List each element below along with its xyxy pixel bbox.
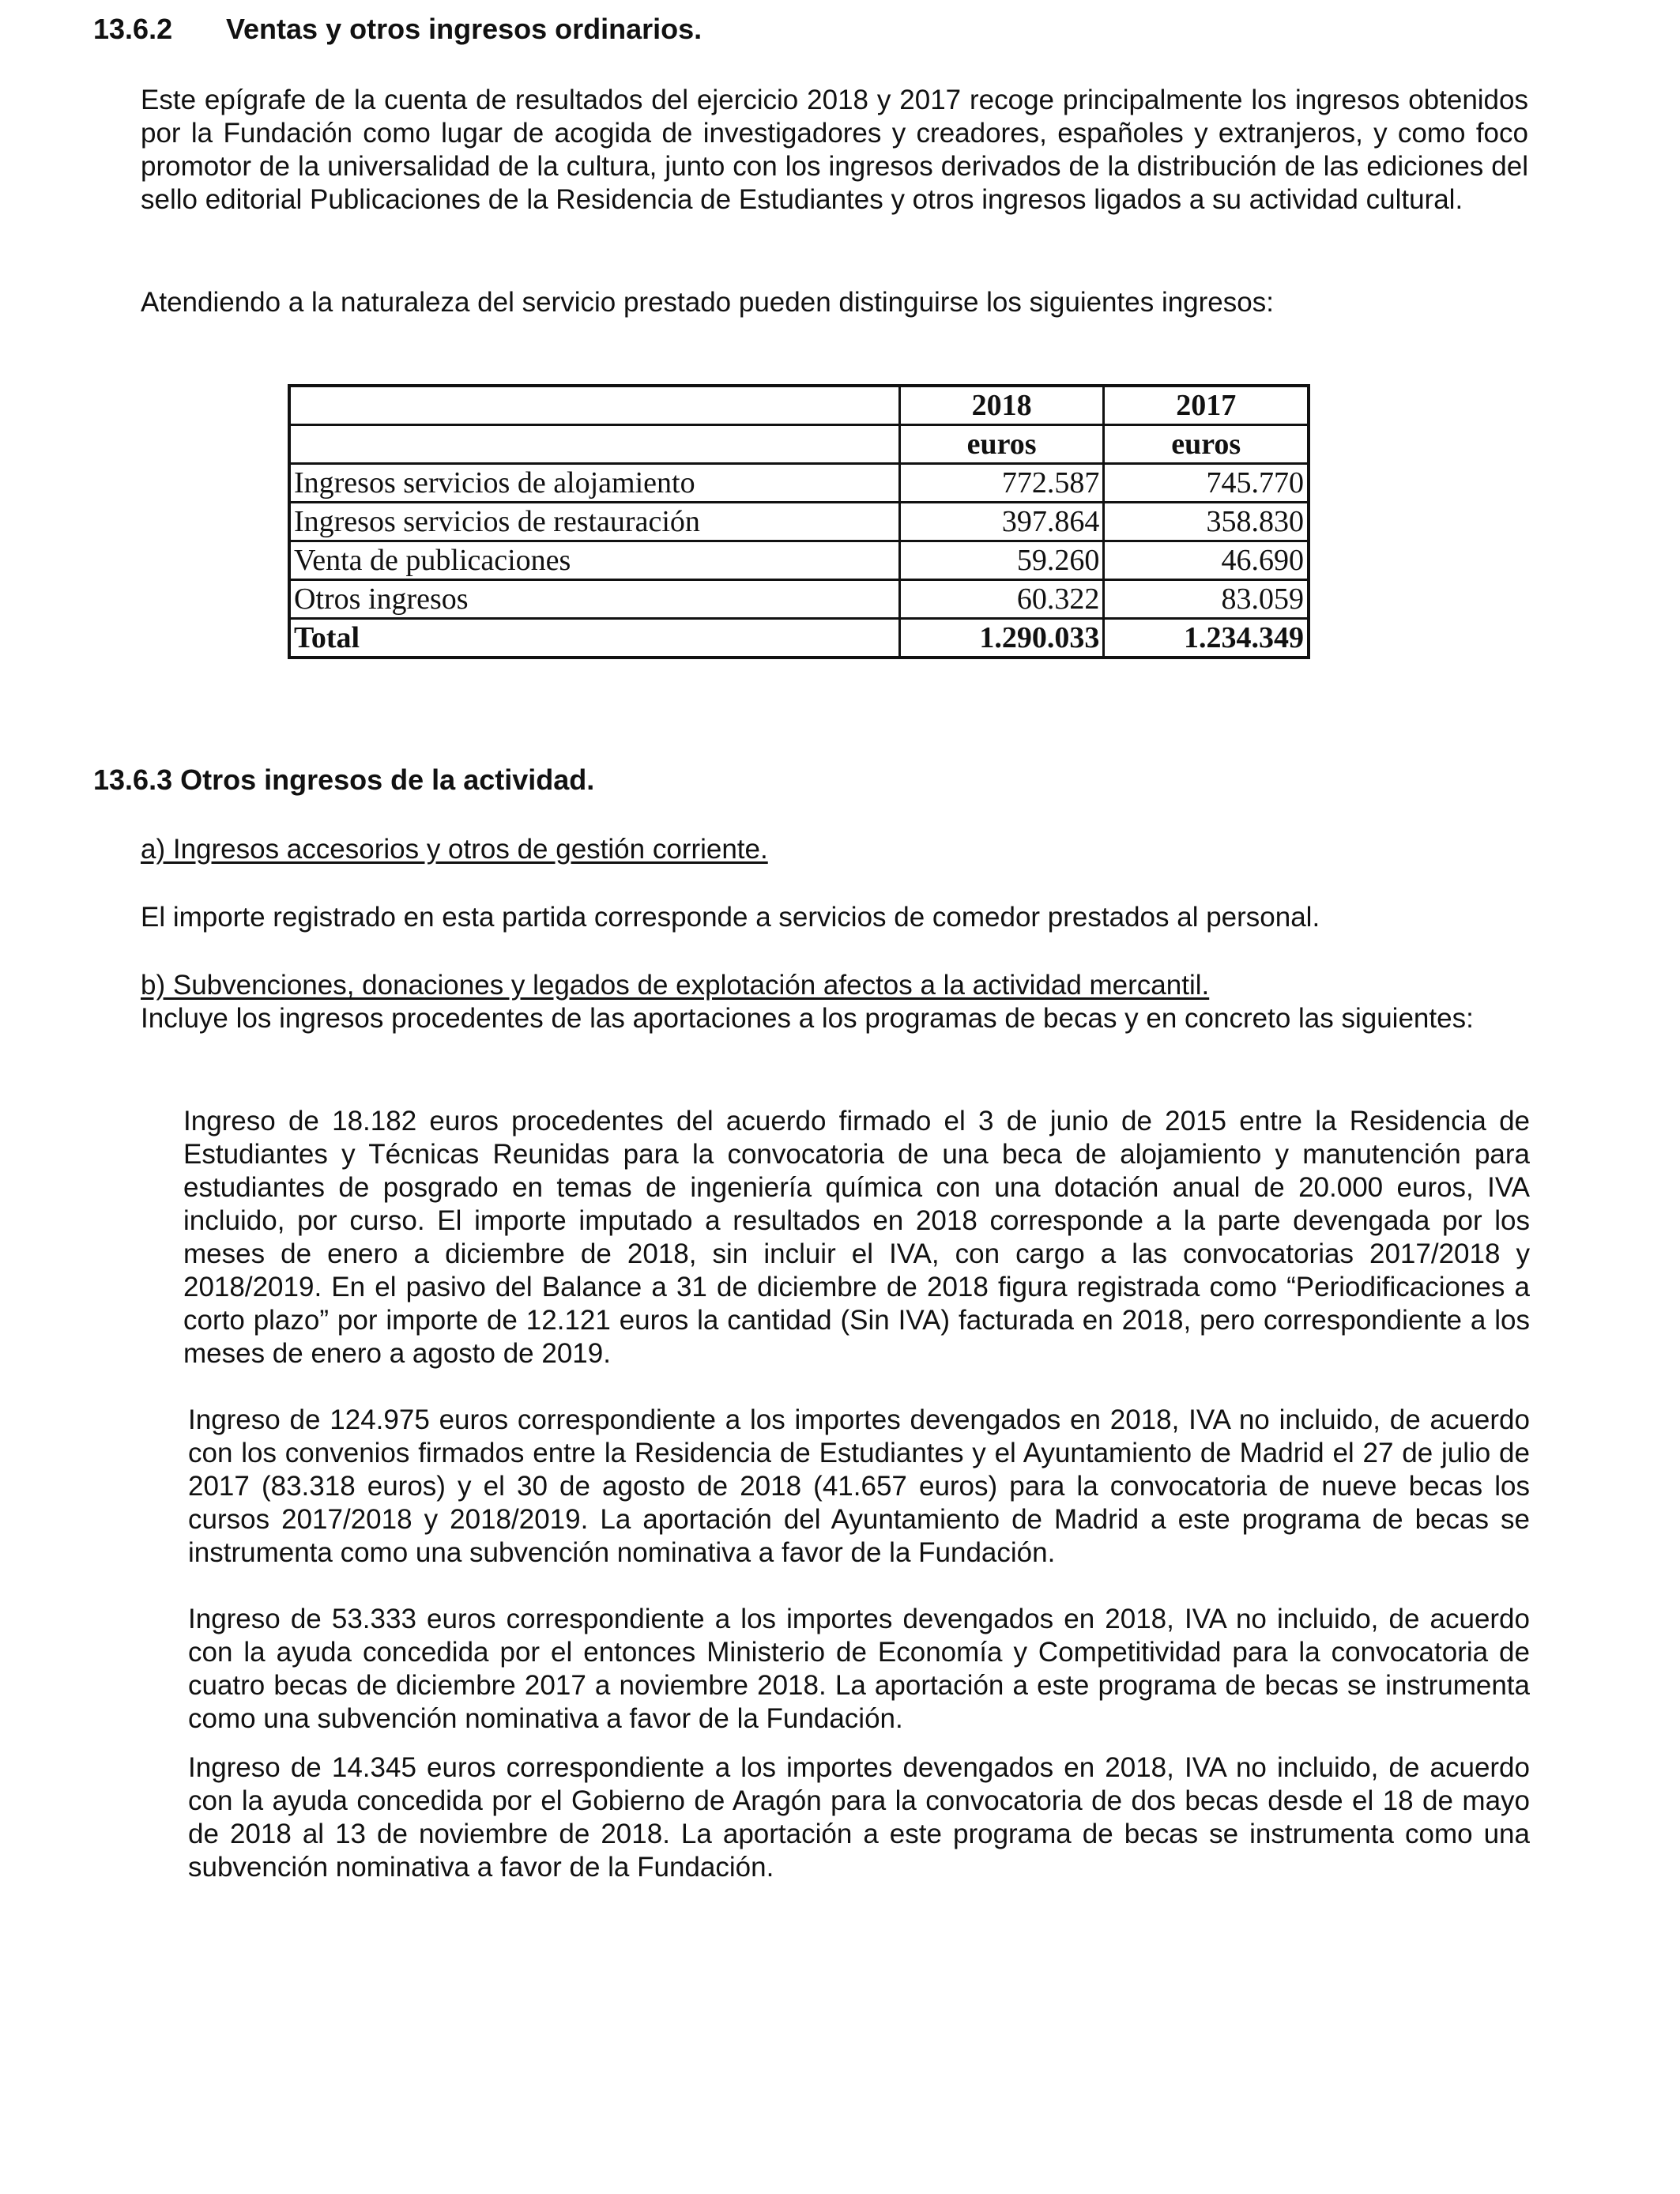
row-value-2018: 772.587 [899,464,1104,503]
header-unit-2017: euros [1104,425,1309,464]
header-empty-cell [289,425,899,464]
header-unit-2018: euros [899,425,1104,464]
row-value-2017: 358.830 [1104,503,1309,541]
grant-item-4: Ingreso de 14.345 euros correspondiente a los importes devengados en 2018, IVA no incluido, de acuerdo con la ayuda concedida por el Gobierno de Aragón para la convocatoria de dos becas desde el 18 de mayo de 2018 al 13 de noviembre de 2018. La aportación a este programa de becas se instrumenta como una subvención nominativa a favor de la Fundación. [188,1752,1530,1883]
subsection-b-text: Incluye los ingresos procedentes de las aportaciones a los programas de becas y en concreto las siguientes: [141,1003,1474,1034]
income-table [288,384,1310,659]
header-empty-cell [289,386,899,425]
total-value-2017: 1.234.349 [1104,619,1309,658]
table-row [289,464,1309,503]
row-value-2018: 60.322 [899,580,1104,619]
section-heading-13-6-2 [93,13,1595,46]
row-label: Ingresos servicios de restauración [289,503,899,541]
subsection-a-title: a) Ingresos accesorios y otros de gestión corriente. [141,834,768,865]
table-row [289,503,1309,541]
section-number: 13.6.2 [93,13,173,45]
intro-paragraph: Este epígrafe de la cuenta de resultados del ejercicio 2018 y 2017 recoge principalmente los ingresos obtenidos por la Fundación como lugar de acogida de investigadores y creadores, españoles y extranjeros, y como foco promotor de la universalidad de la cultura, junto con los ingresos derivados de la distribución de las ediciones del sello editorial Publicaciones de la Residencia de Estudiantes y otros ingresos ligados a su actividad cultural. [141,85,1528,215]
row-value-2017: 83.059 [1104,580,1309,619]
section-heading-13-6-3: 13.6.3 Otros ingresos de la actividad. [93,763,595,796]
header-year-2017: 2017 [1104,386,1309,425]
grant-item-3: Ingreso de 53.333 euros correspondiente a los importes devengados en 2018, IVA no incluido, de acuerdo con la ayuda concedida por el entonces Ministerio de Economía y Competitividad para la convocatoria de cuatro becas de diciembre 2017 a noviembre 2018. La aportación a este programa de becas se instrumenta como una subvención nominativa a favor de la Fundación. [188,1604,1530,1734]
table-total-row [289,619,1309,658]
total-label: Total [289,619,899,658]
subsection-a-text: El importe registrado en esta partida corresponde a servicios de comedor prestados al personal. [141,902,1320,933]
table-row [289,580,1309,619]
row-value-2018: 59.260 [899,541,1104,580]
table-lead-in: Atendiendo a la naturaleza del servicio prestado pueden distinguirse los siguientes ingresos: [141,287,1274,318]
row-value-2017: 46.690 [1104,541,1309,580]
grant-item-2: Ingreso de 124.975 euros correspondiente a los importes devengados en 2018, IVA no incluido, de acuerdo con los convenios firmados entre la Residencia de Estudiantes y el Ayuntamiento de Madrid el 27 de julio de 2017 (83.318 euros) y el 30 de agosto de 2018 (41.657 euros) para la convocatoria de nueve becas los cursos 2017/2018 y 2018/2019. La aportación del Ayuntamiento de Madrid a este programa de becas se instrumenta como una subvención nominativa a favor de la Fundación. [188,1404,1530,1568]
total-value-2018: 1.290.033 [899,619,1104,658]
table-row [289,541,1309,580]
section-title: Ventas y otros ingresos ordinarios. [226,13,703,45]
row-label: Otros ingresos [289,580,899,619]
row-value-2018: 397.864 [899,503,1104,541]
header-year-2018: 2018 [899,386,1104,425]
table-header-units [289,425,1309,464]
row-label: Venta de publicaciones [289,541,899,580]
grant-item-1: Ingreso de 18.182 euros procedentes del acuerdo firmado el 3 de junio de 2015 entre la Residencia de Estudiantes y Técnicas Reunidas para la convocatoria de una beca de alojamiento y manutención para estudiantes de posgrado en temas de ingeniería química con una dotación anual de 20.000 euros, IVA incluido, por curso. El importe imputado a resultados en 2018 corresponde a la parte devengada por los meses de enero a diciembre de 2018, sin incluir el IVA, con cargo a las convocatorias 2017/2018 y 2018/2019. En el pasivo del Balance a 31 de diciembre de 2018 figura registrada como “Periodificaciones a corto plazo” por importe de 12.121 euros la cantidad (Sin IVA) facturada en 2018, pero correspondiente a los meses de enero a agosto de 2019. [183,1106,1530,1369]
row-label: Ingresos servicios de alojamiento [289,464,899,503]
table-header-years [289,386,1309,425]
subsection-b-title: b) Subvenciones, donaciones y legados de explotación afectos a la actividad mercantil. [141,970,1210,1001]
row-value-2017: 745.770 [1104,464,1309,503]
